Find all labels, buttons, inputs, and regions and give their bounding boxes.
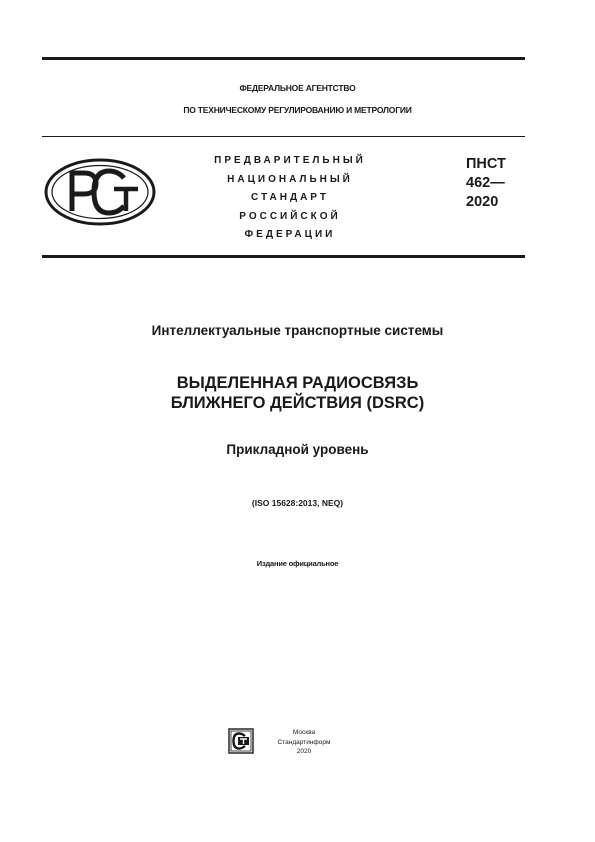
edition-note: Издание официальное [256,559,339,568]
publisher-year: 2020 [296,748,312,755]
header-rule [42,136,525,137]
subject-heading: Интеллектуальные транспортные системы [151,323,444,338]
designation-prefix: ПНСТ [466,156,506,172]
agency-line-1: ФЕДЕРАЛЬНОЕ АГЕНТСТВО [239,83,356,93]
rst-emblem-icon [42,156,160,228]
middle-rule [42,255,525,258]
standard-type-line-1: ПРЕДВАРИТЕЛЬНЫЙ [214,155,366,166]
document-title [0,373,595,413]
standard-type-line-3: СТАНДАРТ [251,192,329,203]
publisher-city: Москва [292,729,316,736]
publisher-name: Стандартинформ [277,738,331,746]
agency-line-2: ПО ТЕХНИЧЕСКОМУ РЕГУЛИРОВАНИЮ И МЕТРОЛОГИИ [183,105,412,115]
standard-type-line-2: НАЦИОНАЛЬНЫЙ [227,173,353,185]
iso-reference: (ISO 15628:2013, NEQ) [251,498,344,508]
title-line-2: БЛИЖНЕГО ДЕЙСТВИЯ (DSRC) [170,394,425,412]
top-rule [42,57,525,60]
standartinform-logo-icon [228,728,254,754]
designation-year: 2020 [466,194,499,210]
standard-type-line-5: ФЕДЕРАЦИИ [244,229,336,240]
part-heading: Прикладной уровень [226,442,369,457]
standard-type-block [200,152,380,245]
title-line-1: ВЫДЕЛЕННАЯ РАДИОСВЯЗЬ [176,374,419,392]
designation-number: 462— [466,175,505,191]
publisher-block [258,728,350,757]
standard-type-line-4: РОССИЙСКОЙ [239,210,341,222]
designation-block [466,155,506,212]
